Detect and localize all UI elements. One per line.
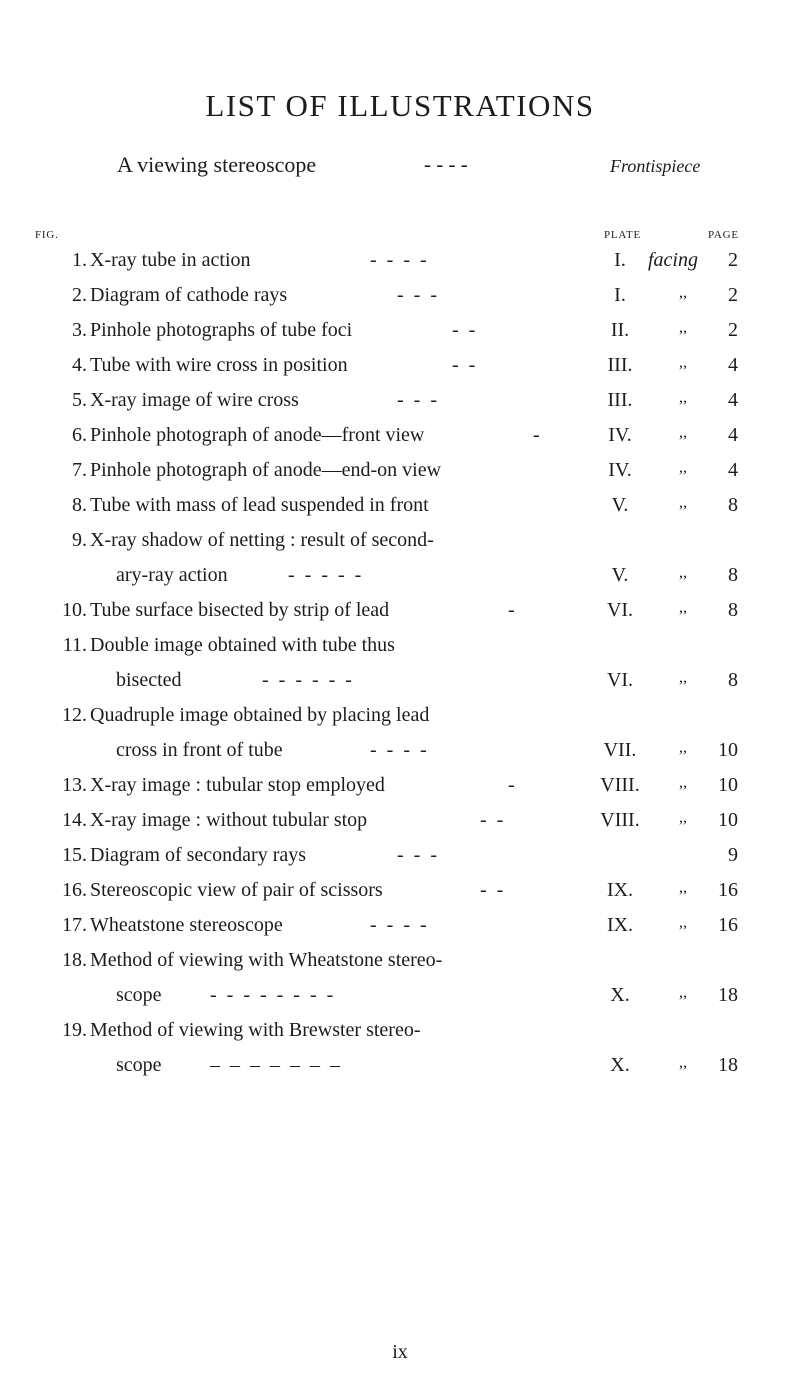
ditto-mark: ,, (679, 354, 687, 371)
page-number-ref: 18 (718, 984, 738, 1006)
fig-title: Pinhole photograph of anode—front view (90, 424, 425, 446)
leader-dashes: - - - - (370, 914, 427, 936)
page-number-ref: 4 (728, 459, 738, 481)
leader-dashes: - - (452, 319, 476, 341)
fig-title: X-ray shadow of netting : result of second- (90, 529, 434, 551)
ditto-mark: ,, (679, 494, 687, 511)
ditto-mark: ,, (679, 739, 687, 756)
fig-title: Tube surface bisected by strip of lead (90, 599, 390, 621)
ditto-mark: ,, (679, 984, 687, 1001)
leader-dashes: - (508, 774, 515, 796)
page-number-ref: 16 (718, 879, 738, 901)
leader-dashes: - - - - (370, 249, 427, 271)
fig-title: Double image obtained with tube thus (90, 634, 395, 656)
leader-dashes: - - - (397, 389, 437, 411)
fig-title: Pinhole photographs of tube foci (90, 319, 353, 341)
ditto-mark: ,, (679, 424, 687, 441)
page-title: LIST OF ILLUSTRATIONS (205, 88, 595, 123)
leader-dashes: - (508, 599, 515, 621)
header-page: PAGE (708, 229, 739, 241)
ditto-mark: ,, (679, 879, 687, 896)
page-number-ref: 4 (728, 354, 738, 376)
ditto-mark: ,, (679, 1054, 687, 1071)
page-number: ix (392, 1341, 408, 1363)
page-number-ref: 2 (728, 284, 738, 306)
leader-dashes: - - (452, 354, 476, 376)
fig-number: 8. (72, 494, 87, 516)
ditto-mark: ,, (679, 774, 687, 791)
page-number-ref: 16 (718, 914, 738, 936)
plate-number: VI. (606, 669, 634, 691)
header-plate: PLATE (604, 229, 641, 241)
fig-title: X-ray image of wire cross (90, 389, 299, 411)
page-number-ref: 2 (728, 249, 738, 271)
ditto-mark: ,, (679, 564, 687, 581)
fig-number: 10. (62, 599, 87, 621)
plate-number: IV. (608, 424, 632, 446)
fig-number: 11. (62, 634, 87, 656)
ditto-mark: ,, (679, 914, 687, 931)
leader-dashes: - - - - - - (262, 669, 352, 691)
frontispiece-value: Frontispiece (610, 156, 701, 176)
fig-title: Wheatstone stereoscope (90, 914, 283, 936)
fig-number: 7. (72, 459, 87, 481)
fig-title-continued: bisected (116, 669, 182, 691)
page-number-ref: 8 (728, 599, 738, 621)
plate-number: VIII. (600, 774, 640, 796)
fig-number: 15. (62, 844, 87, 866)
frontispiece-label: A viewing stereoscope (117, 152, 317, 177)
fig-title: Quadruple image obtained by placing lead (90, 704, 430, 726)
plate-number: III. (607, 354, 633, 376)
fig-title: Pinhole photograph of anode—end-on view (90, 459, 442, 481)
fig-number: 6. (72, 424, 87, 446)
ditto-mark: ,, (679, 319, 687, 336)
page-number-ref: 4 (728, 389, 738, 411)
fig-title-continued: ary-ray action (116, 564, 228, 586)
plate-number: II. (610, 319, 630, 341)
page-number-ref: 2 (728, 319, 738, 341)
fig-title: Method of viewing with Wheatstone stereo- (90, 949, 443, 971)
fig-title: Diagram of secondary rays (90, 844, 307, 866)
fig-number: 13. (62, 774, 87, 796)
fig-number: 9. (72, 529, 87, 551)
frontispiece-leader: - - - - (424, 152, 468, 176)
page-number-ref: 10 (718, 774, 738, 796)
plate-number: V. (611, 564, 629, 586)
fig-title: Stereoscopic view of pair of scissors (90, 879, 383, 901)
fig-number: 19. (62, 1019, 87, 1041)
plate-number: III. (607, 389, 633, 411)
plate-number: IX. (606, 914, 634, 936)
page-number-ref: 10 (718, 809, 738, 831)
fig-number: 3. (72, 319, 87, 341)
plate-number: X. (610, 1054, 630, 1076)
fig-title: Tube with mass of lead suspended in front (90, 494, 429, 516)
fig-title: Method of viewing with Brewster stereo- (90, 1019, 421, 1041)
plate-number: I. (614, 284, 626, 306)
ditto-mark: ,, (679, 599, 687, 616)
plate-number: X. (610, 984, 630, 1006)
ditto-mark: ,, (679, 669, 687, 686)
page-number-ref: 9 (728, 844, 738, 866)
fig-number: 12. (62, 704, 87, 726)
leader-dashes: - (533, 424, 540, 446)
fig-number: 17. (62, 914, 87, 936)
plate-number: I. (614, 249, 626, 271)
leader-dashes: - - (480, 809, 504, 831)
page-number-ref: 10 (718, 739, 738, 761)
fig-number: 18. (62, 949, 87, 971)
fig-title: X-ray image : without tubular stop (90, 809, 368, 831)
page-number-ref: 8 (728, 564, 738, 586)
plate-number: IX. (606, 879, 634, 901)
ditto-mark: ,, (679, 459, 687, 476)
ditto-mark: ,, (679, 284, 687, 301)
fig-number: 16. (62, 879, 87, 901)
fig-number: 5. (72, 389, 87, 411)
leader-dashes: - - - - - - - - (210, 984, 334, 1006)
fig-title-continued: scope (116, 984, 162, 1006)
fig-title: X-ray image : tubular stop employed (90, 774, 385, 796)
leader-dashes: - - - (397, 844, 437, 866)
fig-title-continued: scope (116, 1054, 162, 1076)
plate-number: VII. (603, 739, 637, 761)
fig-title: X-ray tube in action (90, 249, 251, 271)
fig-number: 14. (62, 809, 87, 831)
leader-dashes: – – – – – – – (210, 1054, 340, 1076)
fig-title: Diagram of cathode rays (90, 284, 288, 306)
page-number-ref: 4 (728, 424, 738, 446)
fig-number: 1. (72, 249, 87, 271)
header-fig: FIG. (35, 229, 59, 241)
plate-number: VIII. (600, 809, 640, 831)
fig-number: 4. (72, 354, 87, 376)
leader-dashes: - - - - - (288, 564, 362, 586)
page-number-ref: 18 (718, 1054, 738, 1076)
leader-dashes: - - - (397, 284, 437, 306)
plate-number: VI. (606, 599, 634, 621)
plate-number: IV. (608, 459, 632, 481)
fig-title-continued: cross in front of tube (116, 739, 283, 761)
leader-dashes: - - (480, 879, 504, 901)
ditto-mark: ,, (679, 809, 687, 826)
plate-number: V. (611, 494, 629, 516)
fig-number: 2. (72, 284, 87, 306)
page-number-ref: 8 (728, 494, 738, 516)
page-number-ref: 8 (728, 669, 738, 691)
leader-dashes: - - - - (370, 739, 427, 761)
ditto-mark: ,, (679, 389, 687, 406)
fig-title: Tube with wire cross in position (90, 354, 348, 376)
facing-label: facing (648, 249, 698, 271)
